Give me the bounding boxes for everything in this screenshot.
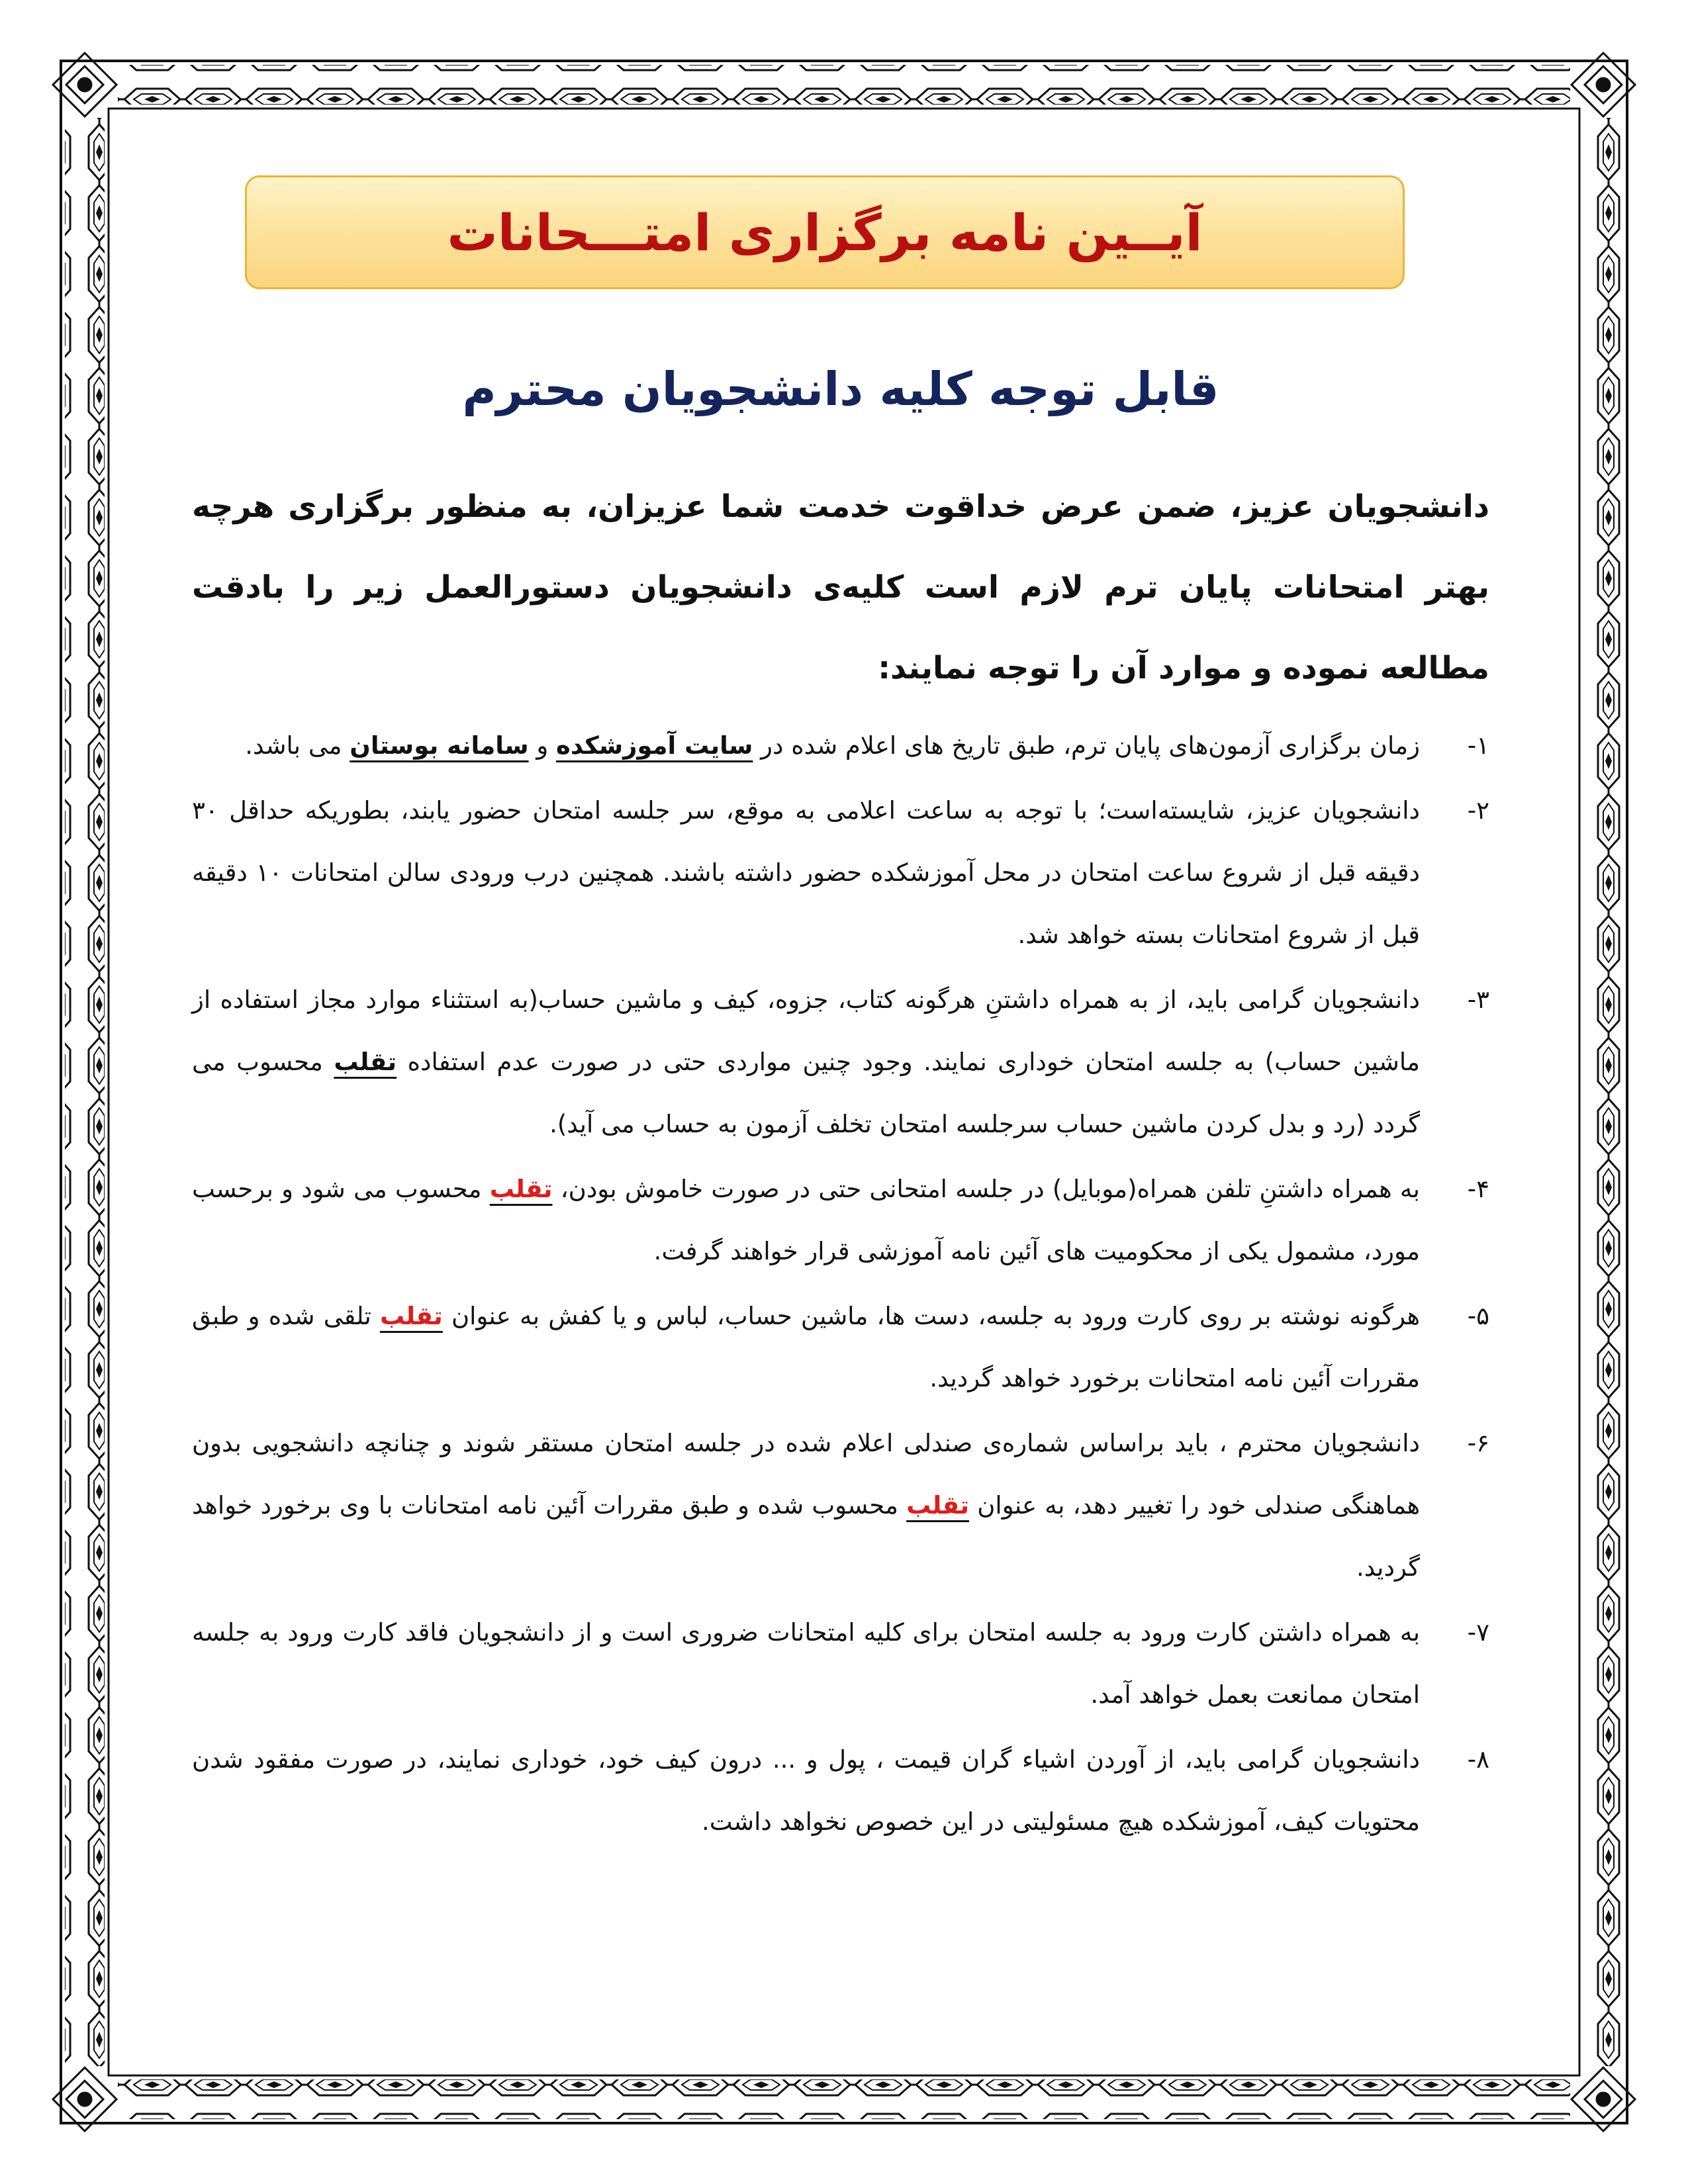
rule-text: محسوب می شود و برحسب مورد، مشمول یکی از محکومیت های آئین نامه آموزشی قرار خواهند گرفت. [192,1175,1420,1265]
rule-text: به همراه داشتنِ تلفن همراه(موبایل) در جلسه امتحانی حتی در صورت خاموش بودن، [552,1175,1420,1203]
rule-number: ۲- [1467,796,1489,825]
document-page [192,175,1489,2028]
rule-text: محسوب شده و طبق مقررات آئین نامه امتحانات با وی برخورد خواهد گردید. [192,1491,1420,1582]
rules-list [192,715,1489,1856]
document-subtitle: قابل توجه کلیه دانشجویان محترم [462,362,1219,416]
rule-text: تلقی شده و طبق مقررات آئین نامه امتحانات برخورد خواهد گردید. [192,1302,1420,1392]
rule-item [192,1158,1489,1283]
rule-text: هرگونه نوشته بر روی کارت ورود به جلسه، دست ها، ماشین حساب، لباس و یا کفش به عنوان [442,1302,1421,1330]
rule-text: محسوب می گردد (رد و بدل کردن ماشین حساب سرجلسه امتحان تخلف آزمون به حساب می آید). [192,1048,1420,1138]
rule-text: و [528,731,556,760]
rule-text: دانشجویان گرامی باید، از به همراه داشتنِ هرگونه کتاب، جزوه، کیف و ماشین حساب(به استثناء موارد مجاز استفاده از ماشین حساب) به جلسه امتحان خوداری نمایند. وجود چنین مواردی حتی در صورت عدم استفاده [192,985,1420,1076]
rule-number: ۴- [1467,1175,1489,1203]
intro-paragraph: دانشجویان عزیز، ضمن عرض خداقوت خدمت شما عزیزان، به منظور برگزاری هرچه بهتر امتحانات پایان ترم لازم است کلیه‌ی دانشجویان دستورالعمل زیر را بادقت مطالعه نموده و موارد آن را توجه نمایند: [192,488,1489,686]
rule-item [192,1729,1489,1853]
rule-item [192,715,1489,777]
rule-number: ۶- [1467,1429,1489,1457]
rule-text: دانشجویان گرامی باید، از آوردن اشیاء گران قیمت ، پول و ... درون کیف خود، خوداری نمایند، در صورت مفقود شدن محتویات کیف، آموزشکده هیچ مسئولیتی در این خصوص نخواهد داشت. [192,1745,1420,1836]
rule-text: دانشجویان عزیز، شایسته‌است؛ با توجه به ساعت اعلامی به موقع، سر جلسه امتحان حضور یابند، بطوریکه حداقل ۳۰ دقیقه قبل از شروع ساعت امتحان در محل آموزشکده حضور داشته باشند. همچنین درب ورودی سالن امتحانات ۱۰ دقیقه قبل از شروع امتحانات بسته خواهد شد. [192,796,1420,949]
rule-number: ۱- [1467,731,1489,760]
emphasized-term: تقلب [334,1048,397,1076]
corner-ornament-bottom-left [53,2068,117,2131]
rule-item [192,1412,1489,1599]
rule-number: ۳- [1467,985,1489,1014]
rule-text: زمان برگزاری آزمون‌های پایان ترم، طبق تاریخ های اعلام شده در [753,731,1420,760]
rule-item [192,780,1489,966]
rule-number: ۷- [1467,1618,1489,1647]
rule-text: می باشد. [245,731,350,760]
highlighted-term: تقلب [489,1175,553,1203]
corner-ornament-top-right [1571,53,1635,116]
rule-item [192,1602,1489,1726]
corner-ornament-top-left [53,53,117,116]
rule-item [192,1285,1489,1410]
corner-ornament-bottom-right [1571,2068,1635,2131]
rule-number: ۵- [1467,1302,1489,1330]
highlighted-term: تقلب [379,1302,443,1330]
document-title: آیــین نامه برگزاری امتـــحانات [447,203,1203,262]
rule-text: به همراه داشتن کارت ورود به جلسه امتحان برای کلیه امتحانات ضروری است و از دانشجویان فاقد کارت ورود به جلسه امتحان ممانعت بعمل خواهد آمد. [192,1618,1420,1709]
emphasized-term: سایت آموزشکده [555,731,753,760]
rule-number: ۸- [1467,1745,1489,1774]
highlighted-term: تقلب [906,1491,970,1520]
rule-text: دانشجویان محترم ، باید براساس شماره‌ی صندلی اعلام شده در جلسه امتحان مستقر شوند و چنانچه دانشجویی بدون هماهنگی صندلی خود را تغییر دهد، به عنوان [192,1429,1420,1520]
rule-item [192,969,1489,1156]
emphasized-term: سامانه بوستان [350,731,529,760]
title-banner [245,175,1405,289]
